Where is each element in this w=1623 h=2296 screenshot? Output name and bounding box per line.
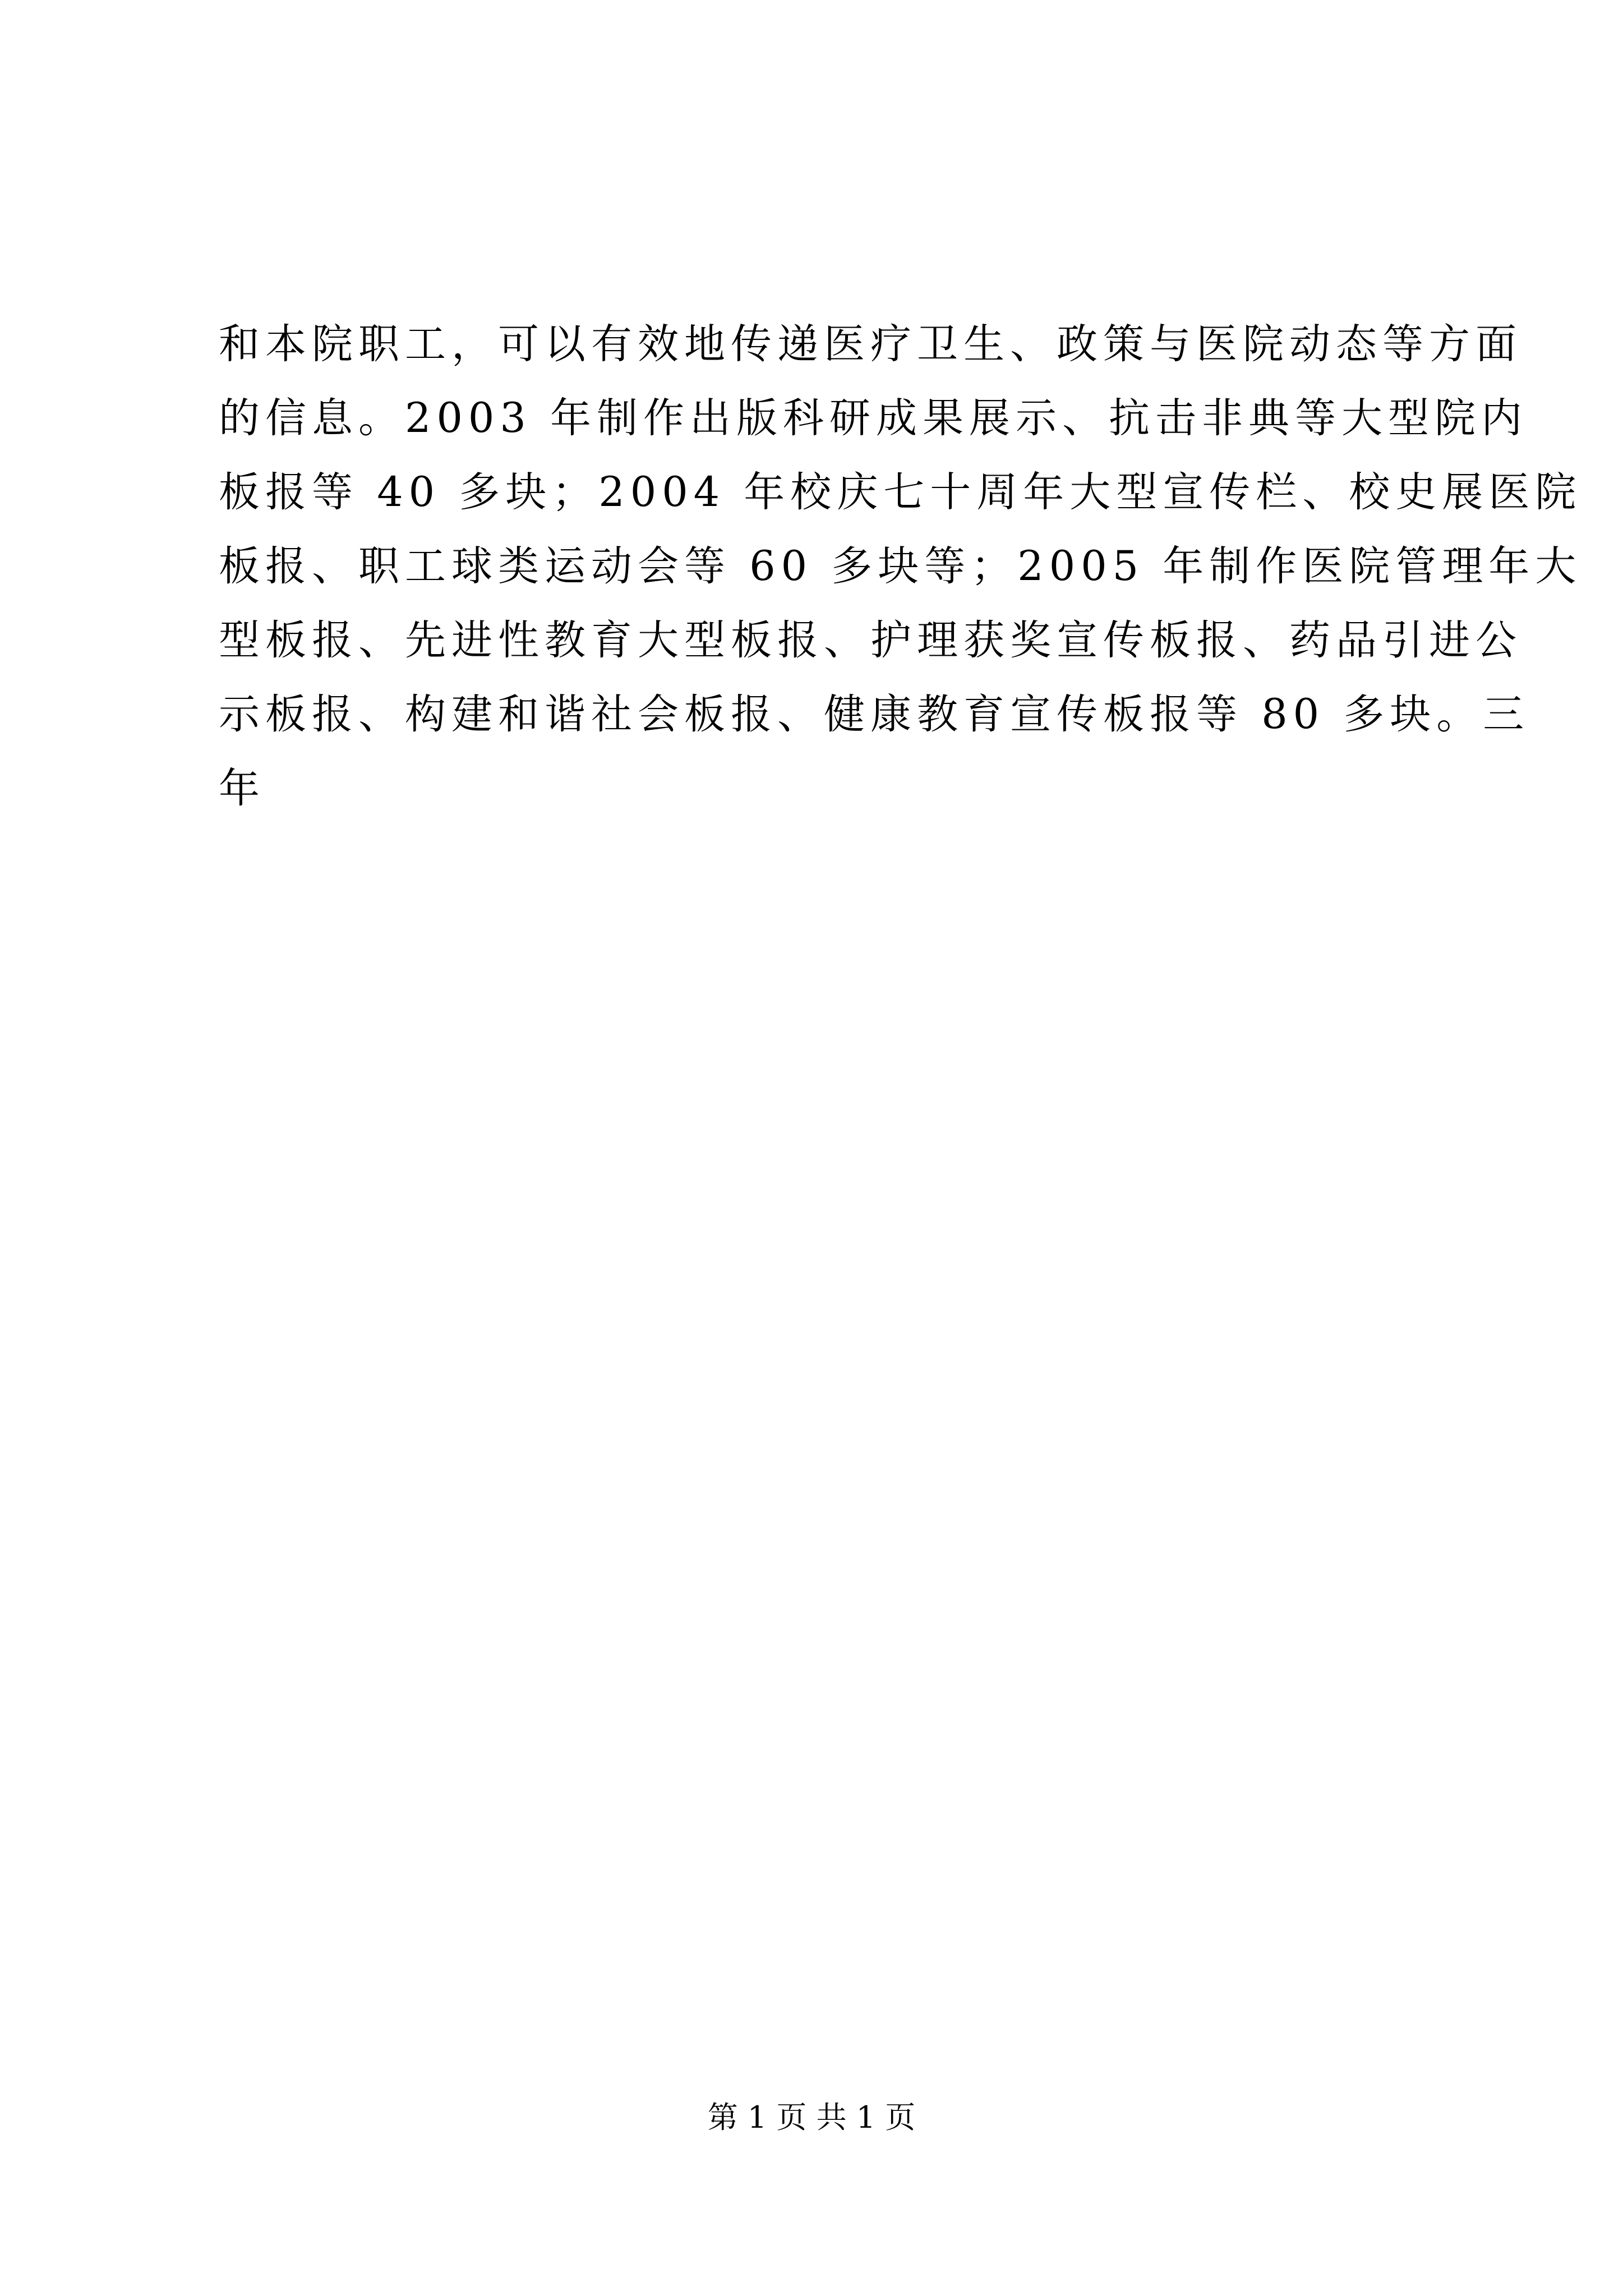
paragraph-line: 的信息。2003 年制作出版科研成果展示、抗击非典等大型院内 [219, 394, 1528, 442]
page-number-label: 第 1 页 共 1 页 [707, 2100, 916, 2135]
paragraph-line: 年 [219, 765, 265, 812]
paragraph-line: 和本院职工，可以有效地传递医疗卫生、政策与医院动态等方面 [219, 320, 1522, 368]
paragraph-line: 板报等 40 多块；2004 年校庆七十周年大型宣传栏、校史展医院 [219, 468, 1582, 516]
paragraph-line: 板报、职工球类运动会等 60 多块等；2005 年制作医院管理年大 [219, 542, 1582, 590]
paragraph-line: 示板报、构建和谐社会板报、健康教育宣传板报等 80 多块。三 [219, 691, 1530, 738]
body-paragraph [219, 307, 1582, 826]
page-footer [0, 2095, 1623, 2140]
paragraph-line: 型板报、先进性教育大型板报、护理获奖宣传板报、药品引进公 [219, 616, 1522, 664]
